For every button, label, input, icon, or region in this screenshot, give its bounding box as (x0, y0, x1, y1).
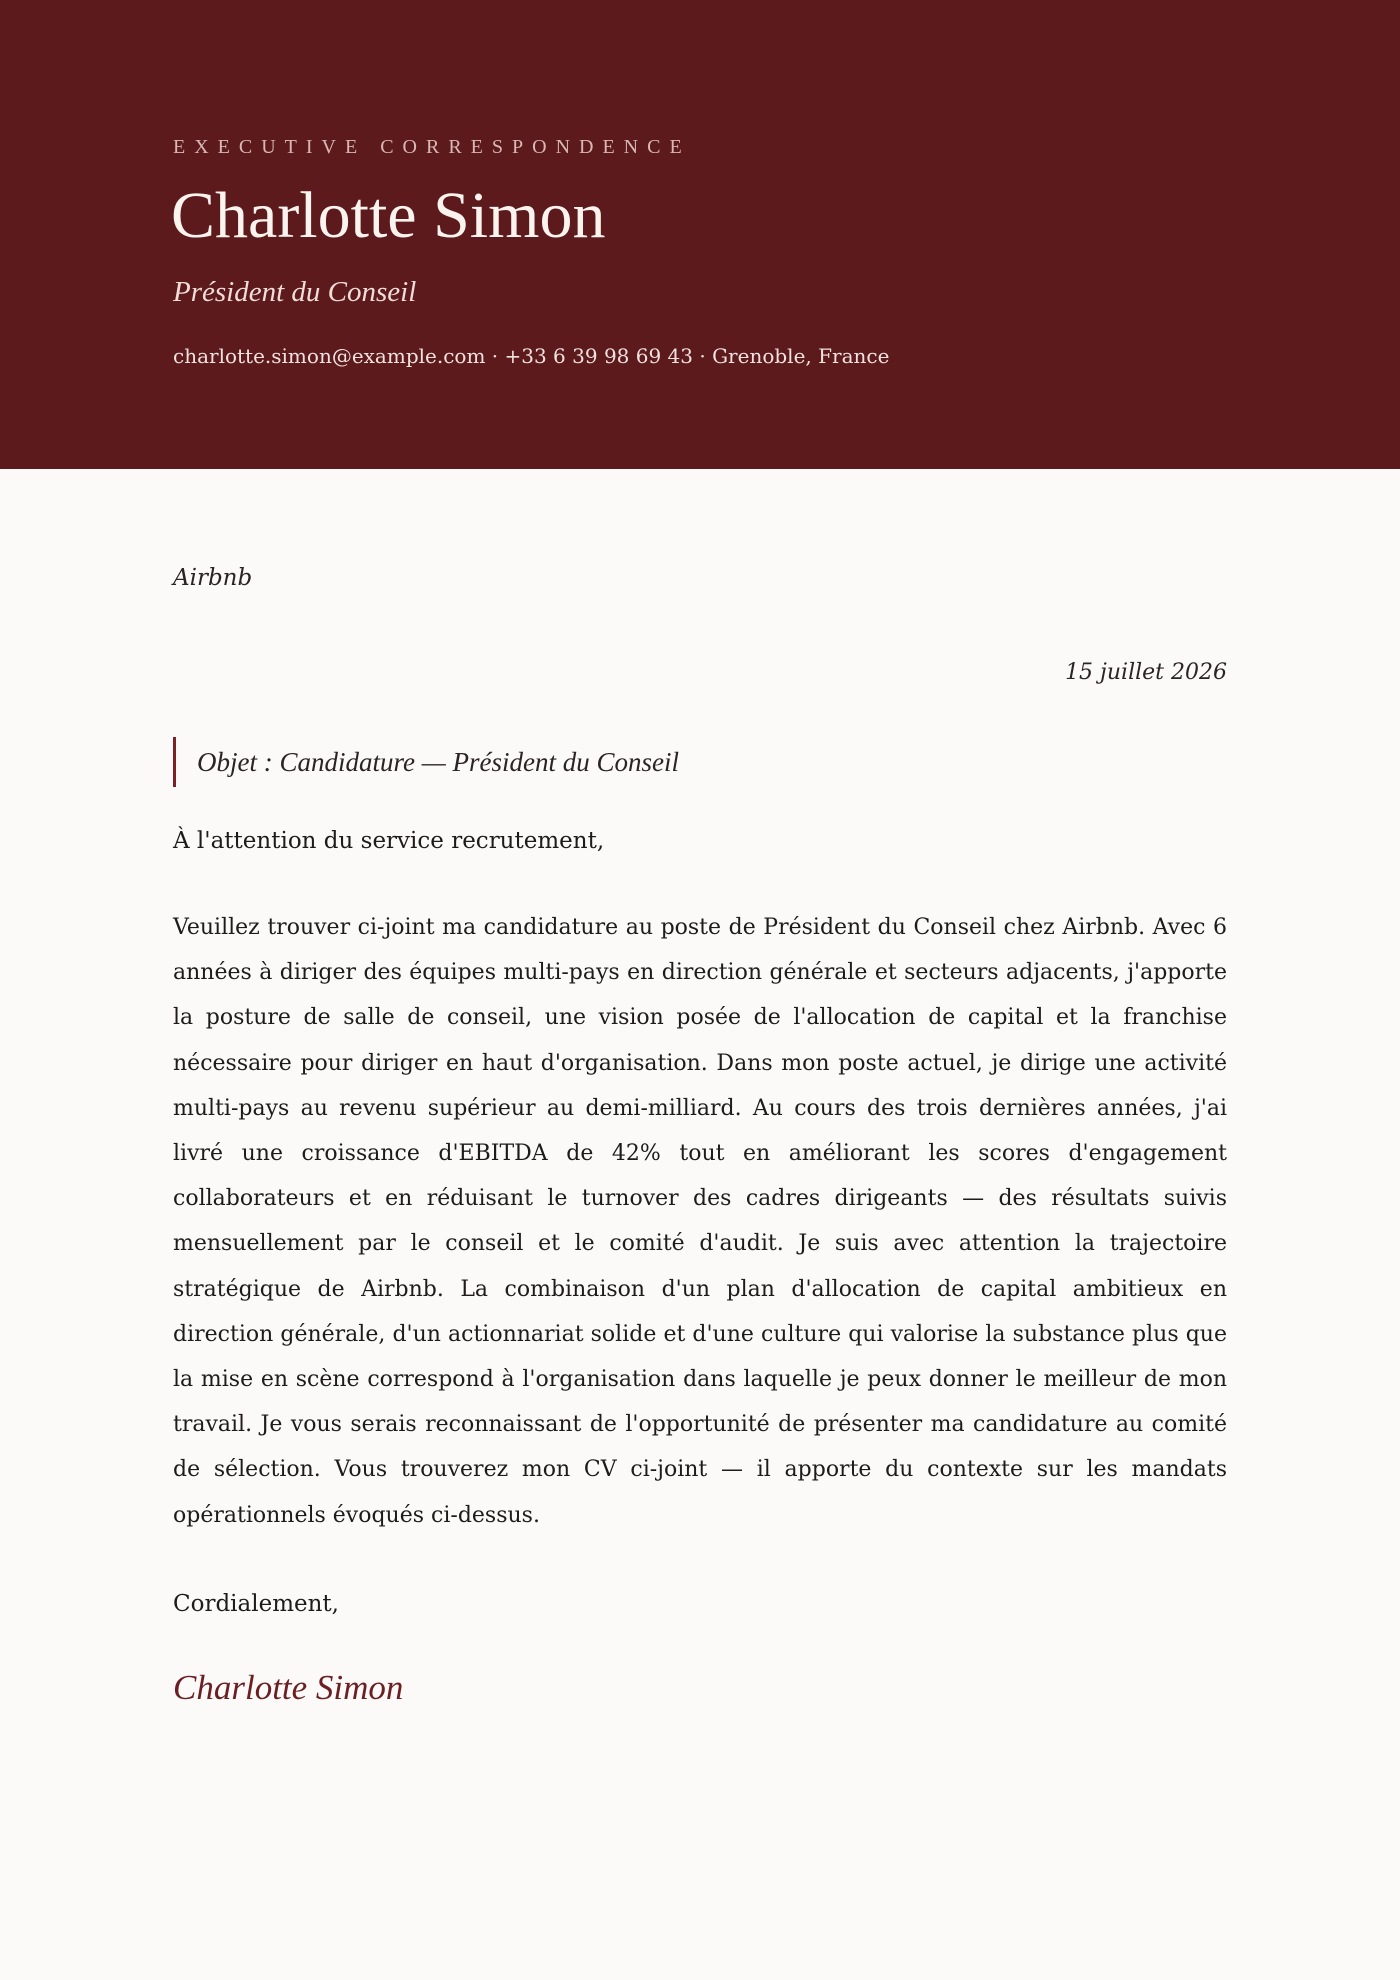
salutation: À l'attention du service recrutement, (173, 828, 605, 854)
sender-name: Charlotte Simon (171, 179, 606, 252)
subject-line (173, 737, 679, 787)
sender-contact: charlotte.simon@example.com · +33 6 39 98 69 43 · Grenoble, France (173, 344, 890, 368)
closing: Cordialement, (173, 1591, 339, 1617)
letter-date: 15 juillet 2026 (1065, 660, 1227, 685)
signature: Charlotte Simon (173, 1668, 404, 1707)
sender-role: Président du Conseil (173, 276, 417, 308)
letterhead (0, 0, 1400, 469)
recipient: Airbnb (173, 565, 253, 591)
letterhead-eyebrow: EXECUTIVE CORRESPONDENCE (173, 136, 691, 158)
letter-body: Veuillez trouver ci-joint ma candidature au poste de Président du Conseil chez Airbnb. Avec 6 années à diriger des équipes multi-pays en direction générale et secteurs adjacents, j'apporte la posture de salle de conseil, une vision posée de l'allocation de capital et la franchise nécessaire pour diriger en haut d'organisation. Dans mon poste actuel, je dirige une activité multi-pays au revenu supérieur au demi-milliard. Au cours des trois dernières années, j'ai livré une croissance d'EBITDA de 42% tout en améliorant les scores d'engagement collaborateurs et en réduisant le turnover des cadres dirigeants — des résultats suivis mensuellement par le conseil et le comité d'audit. Je suis avec attention la trajectoire stratégique de Airbnb. La combinaison d'un plan d'allocation de capital ambitieux en direction générale, d'un actionnariat solide et d'une culture qui valorise la substance plus que la mise en scène correspond à l'organisation dans laquelle je peux donner le meilleur de mon travail. Je vous serais reconnaissant de l'opportunité de présenter ma candidature au comité de sélection. Vous trouverez mon CV ci-joint — il apporte du contexte sur les mandats opérationnels évoqués ci-dessus. (173, 915, 1227, 1528)
subject-text: Objet : Candidature — Président du Conseil (197, 746, 679, 777)
